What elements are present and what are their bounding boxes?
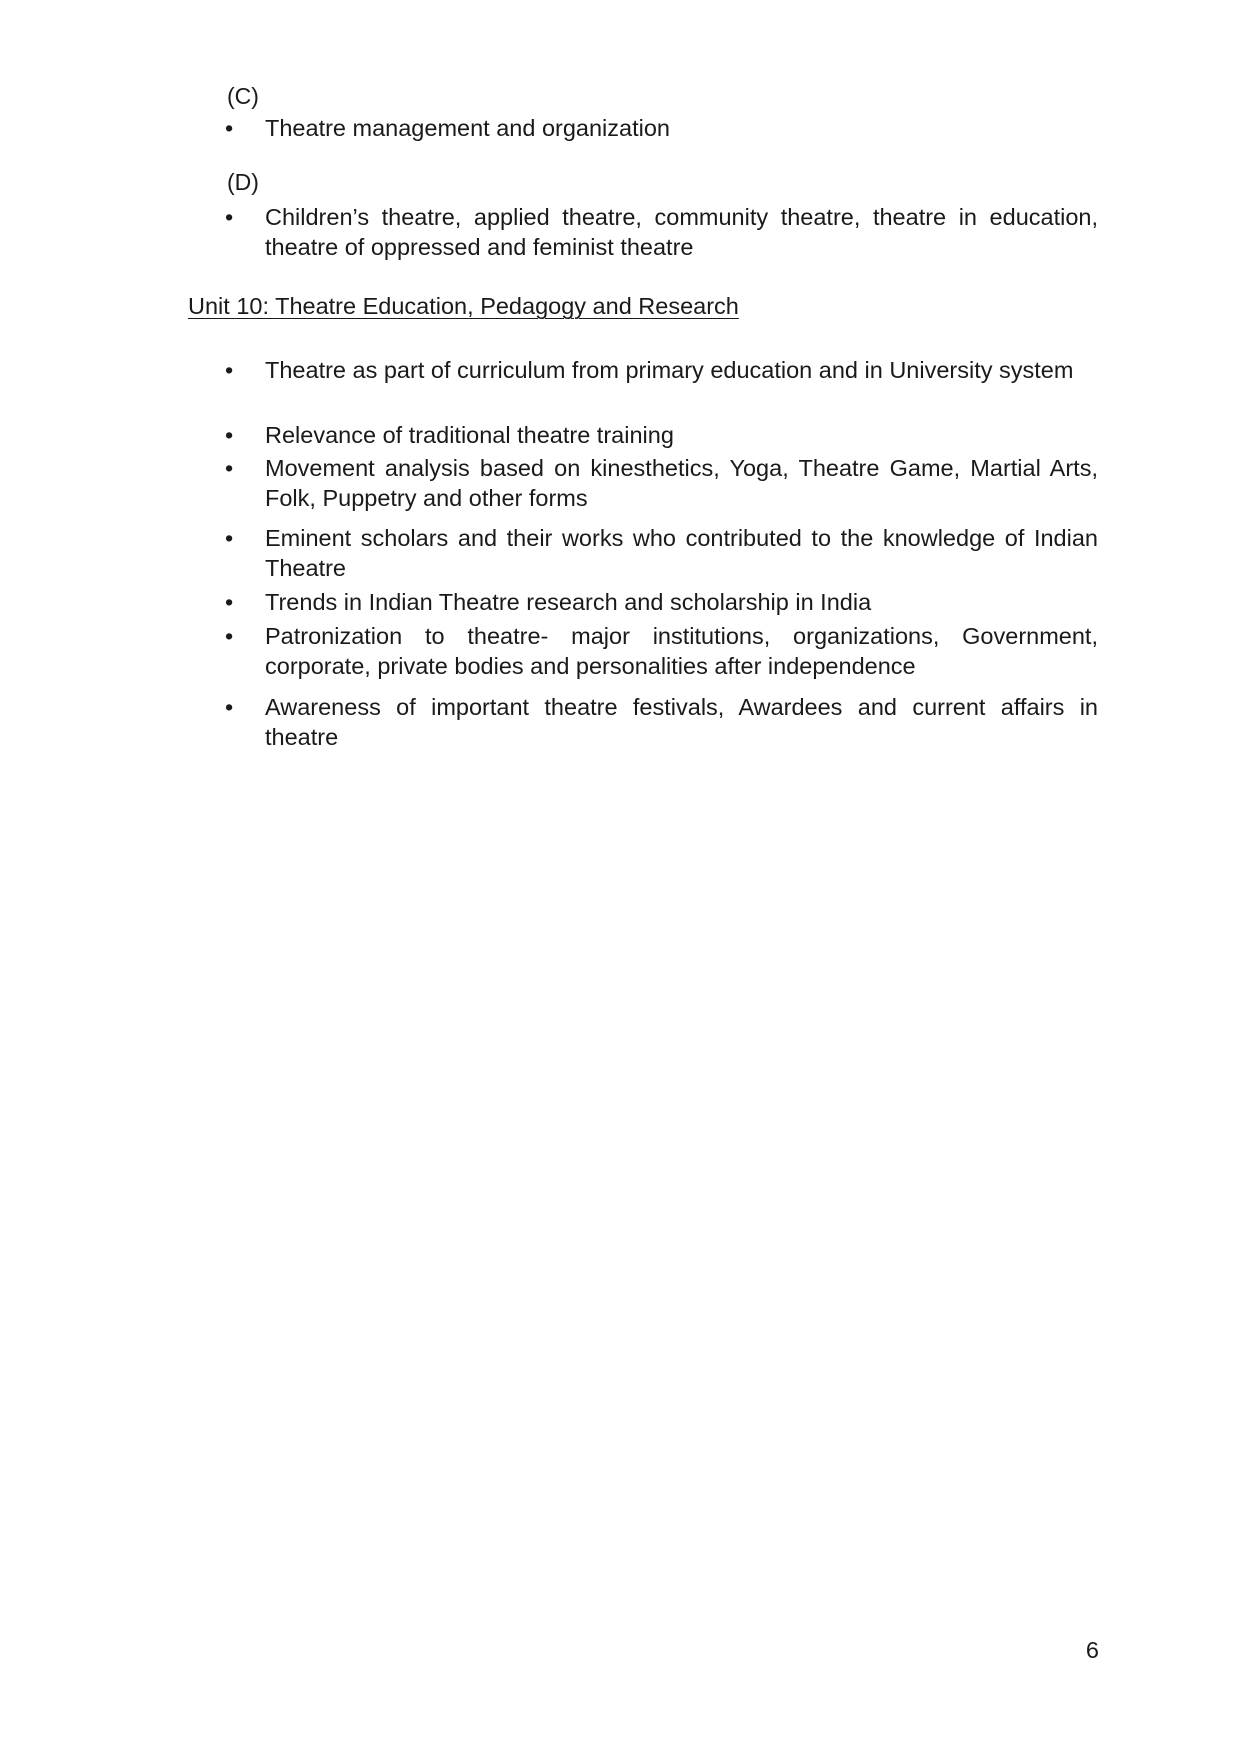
list-item	[225, 113, 1098, 143]
list-item-text: Children’s theatre, applied theatre, community theatre, theatre in education, theatre of oppressed and feminist theatre	[265, 204, 1098, 260]
bullet-icon: •	[225, 589, 234, 615]
list-item-text: Relevance of traditional theatre training	[265, 422, 674, 448]
list-item	[225, 621, 1098, 681]
list-item-text: Eminent scholars and their works who contributed to the knowledge of Indian Theatre	[265, 525, 1098, 581]
list-item-text: Movement analysis based on kinesthetics, Yoga, Theatre Game, Martial Arts, Folk, Puppetry and other forms	[265, 455, 1098, 511]
page-number: 6	[1085, 1637, 1099, 1663]
unit-heading: Unit 10: Theatre Education, Pedagogy and Research	[188, 293, 739, 319]
bullet-icon: •	[225, 422, 234, 448]
bullet-icon: •	[225, 694, 234, 720]
bullet-icon: •	[225, 204, 234, 230]
list-item	[225, 692, 1098, 752]
bullet-icon: •	[225, 623, 234, 649]
list-item-text: Theatre management and organization	[265, 115, 670, 141]
list-item	[225, 453, 1098, 513]
list-item	[225, 420, 1098, 450]
section-label-c: (C)	[227, 83, 259, 109]
list-item	[225, 202, 1098, 262]
section-label-d: (D)	[227, 169, 259, 195]
list-item-text: Theatre as part of curriculum from primary education and in University system	[265, 357, 1074, 383]
list-item	[225, 523, 1098, 583]
bullet-icon: •	[225, 525, 234, 551]
list-item	[225, 355, 1098, 385]
list-item	[225, 587, 1098, 617]
list-item-text: Awareness of important theatre festivals, Awardees and current affairs in theatre	[265, 694, 1098, 750]
list-item-text: Patronization to theatre- major institutions, organizations, Government, corporate, private bodies and personalities after independence	[265, 623, 1098, 679]
list-item-text: Trends in Indian Theatre research and scholarship in India	[265, 589, 872, 615]
bullet-icon: •	[225, 455, 234, 481]
bullet-icon: •	[225, 115, 234, 141]
bullet-icon: •	[225, 357, 234, 383]
